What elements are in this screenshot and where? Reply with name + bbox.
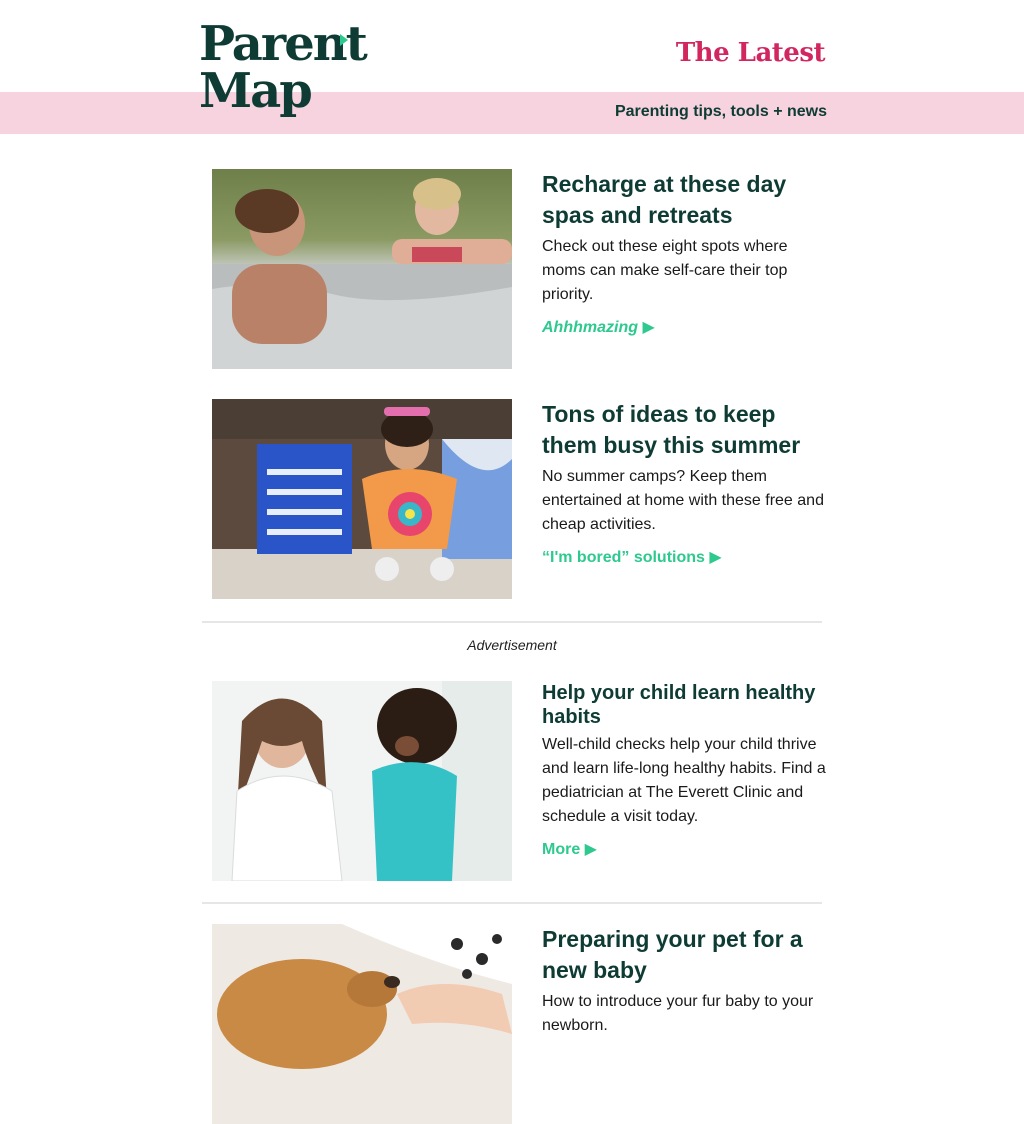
- article-cta-link[interactable]: “I'm bored” solutions ▶: [542, 549, 722, 566]
- logo-play-icon: [340, 34, 348, 46]
- article-title[interactable]: Recharge at these day spas and retreats: [542, 171, 787, 228]
- section-divider: [202, 902, 822, 904]
- article-text: [542, 169, 832, 337]
- logo-word-parent: Parent: [199, 16, 366, 72]
- pediatrician-photo: [212, 681, 512, 881]
- article-image-pet[interactable]: [212, 924, 512, 1124]
- article-description: How to introduce your fur baby to your newborn.: [542, 993, 814, 1034]
- advertisement-label: Advertisement: [467, 637, 557, 653]
- spa-photo: [212, 169, 512, 369]
- pet-baby-photo: [212, 924, 512, 1124]
- article-text: [542, 399, 832, 567]
- parentmap-logo[interactable]: [199, 16, 366, 119]
- article-description: Check out these eight spots where moms can make self-care their top priority.: [542, 238, 788, 303]
- article-title[interactable]: Help your child learn healthy habits: [542, 682, 816, 728]
- article-description: Well-child checks help your child thrive and learn life-long healthy habits. Find a pediatrician at The Everett Clinic and schedule a visit today.: [542, 736, 826, 825]
- article-image-spa[interactable]: [212, 169, 512, 369]
- tagline: Parenting tips, tools + news: [614, 103, 827, 120]
- article-image-tiedye[interactable]: [212, 399, 512, 599]
- article-title[interactable]: Preparing your pet for a new baby: [542, 926, 803, 983]
- tiedye-photo: [212, 399, 512, 599]
- article-description: No summer camps? Keep them entertained at home with these free and cheap activities.: [542, 468, 824, 533]
- article-title[interactable]: Tons of ideas to keep them busy this summer: [542, 401, 801, 458]
- article-cta-link[interactable]: Ahhhmazing ▶: [542, 319, 655, 336]
- logo-word-map: Map: [199, 63, 311, 119]
- section-title: The Latest: [675, 38, 825, 68]
- article-image-pediatrician[interactable]: [212, 681, 512, 881]
- article-cta-link[interactable]: More ▶: [542, 841, 597, 858]
- article-text: [542, 681, 832, 859]
- section-divider: [202, 621, 822, 623]
- article-text: [542, 924, 832, 1038]
- tagline-bar: [0, 92, 1024, 134]
